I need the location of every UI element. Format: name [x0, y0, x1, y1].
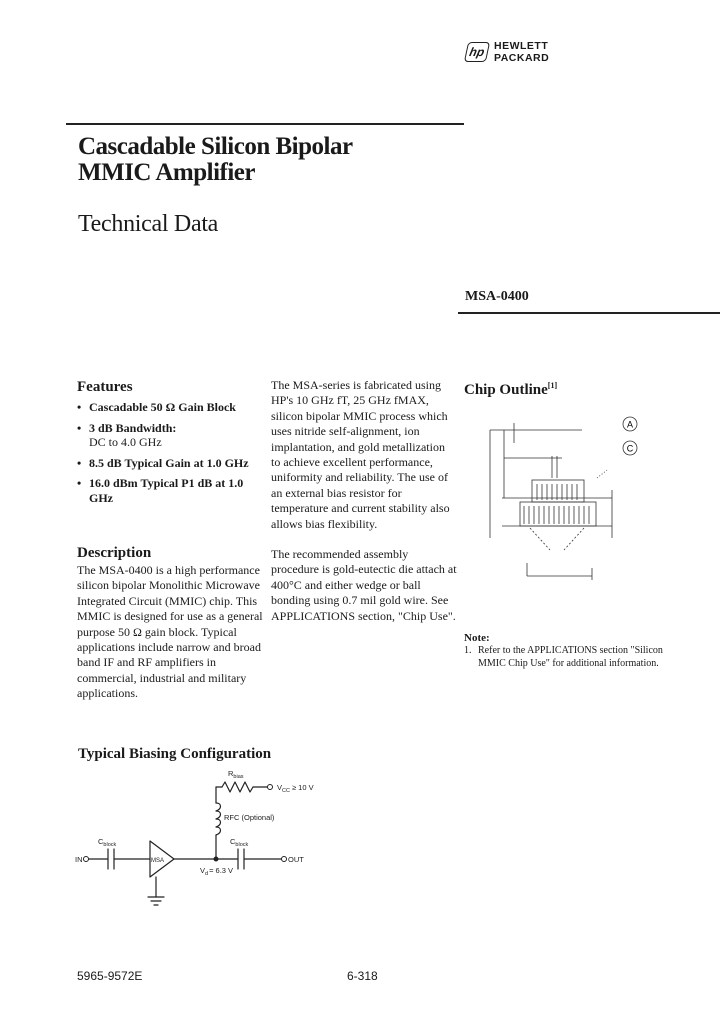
pad-c-label: C [626, 443, 634, 454]
cblock-out-label: $C_{block}$ [230, 837, 249, 848]
hp-logo-mark: hp [464, 42, 490, 62]
feature-main: 16.0 dBm Typical P1 dB at 1.0 GHz [89, 476, 244, 505]
note-section [464, 632, 664, 670]
process-paragraph-1: The MSA-series is fabricated using HP's 10 GHz fT, 25 GHz fMAX, silicon bipolar MMIC process which uses nitride self-alignment, ion implantation, and gold metallization to achieve excellent performance, uniformity and reliability. The use of an external bias resistor for temperature and current stability also allows bias flexibility. [271, 378, 450, 531]
chip-body [520, 502, 596, 526]
vd-label: $V_d= 6.3$ V [200, 866, 234, 877]
feature-item [77, 421, 267, 450]
pad-a-label: A [626, 419, 634, 430]
features-list [77, 400, 267, 505]
in-terminal [84, 857, 89, 862]
features-section [77, 378, 267, 511]
rbias-label: $R_{bias}$ [228, 769, 244, 780]
junction-dot [214, 857, 219, 862]
features-heading: Features [77, 379, 133, 395]
title-rule [66, 123, 464, 125]
rfc-inductor [216, 803, 221, 835]
chip-outline-heading: Chip Outline[1] [464, 381, 558, 398]
part-number-rule [458, 312, 720, 314]
note-heading: Note: [464, 632, 490, 644]
vcc-label: $V_{CC} \ge 10$ V [277, 783, 314, 794]
msa-label: MSA [151, 858, 165, 864]
rbias-resistor [222, 782, 253, 792]
chip-outline-ref: [1] [547, 381, 558, 390]
feature-sub: DC to 4.0 GHz [89, 435, 162, 449]
part-number: MSA-0400 [465, 289, 529, 304]
title-line-1: Cascadable Silicon Bipolar [78, 133, 353, 160]
page-subtitle: Technical Data [78, 211, 219, 237]
logo-line-1: HEWLETT [494, 40, 549, 52]
hp-logo-text [494, 40, 549, 64]
title-line-2: MMIC Amplifier [78, 159, 255, 186]
page-title [78, 134, 353, 186]
note-item [464, 644, 664, 670]
description-section [77, 544, 267, 702]
description-text: The MSA-0400 is a high performance silicon bipolar Monolithic Microwave Integrated Circuit (MMIC) chip. This MMIC is designed for use as a general purpose 50 Ω gain block. Typical applications include narrow and broad band IF and RF amplifiers in commercial, industrial and military applications. [77, 563, 263, 701]
vcc-terminal [268, 785, 273, 790]
feature-main: Cascadable 50 Ω Gain Block [89, 400, 236, 414]
chip-outline-section [464, 377, 720, 399]
process-paragraph-2: The recommended assembly procedure is gold-eutectic die attach at 400°C and either wedge or ball bonding using 0.7 mil gold wire. See APPLICATIONS section, "Chip Use". [271, 547, 457, 623]
document-number: 5965-9572E [77, 969, 143, 983]
out-label: OUT [288, 855, 304, 864]
out-terminal [282, 857, 287, 862]
chip-top-pad [532, 480, 584, 502]
page-number: 6-318 [347, 969, 378, 983]
process-text [271, 378, 457, 624]
logo-line-2: PACKARD [494, 52, 550, 64]
feature-item [77, 456, 267, 471]
chip-outline-diagram [462, 398, 662, 598]
feature-item [77, 476, 267, 505]
note-number: 1. [464, 645, 472, 656]
biasing-heading: Typical Biasing Configuration [78, 746, 272, 762]
feature-main: 8.5 dB Typical Gain at 1.0 GHz [89, 455, 249, 470]
cblock-in-label: $C_{block}$ [98, 837, 117, 848]
biasing-schematic [70, 765, 370, 925]
rfc-label: RFC (Optional) [224, 813, 275, 822]
feature-main: 3 dB Bandwidth: [89, 420, 177, 435]
feature-item [77, 400, 267, 415]
in-label: IN [75, 855, 83, 864]
note-text: Refer to the APPLICATIONS section "Silicon MMIC Chip Use" for additional information. [478, 645, 663, 669]
description-heading: Description [77, 545, 152, 561]
